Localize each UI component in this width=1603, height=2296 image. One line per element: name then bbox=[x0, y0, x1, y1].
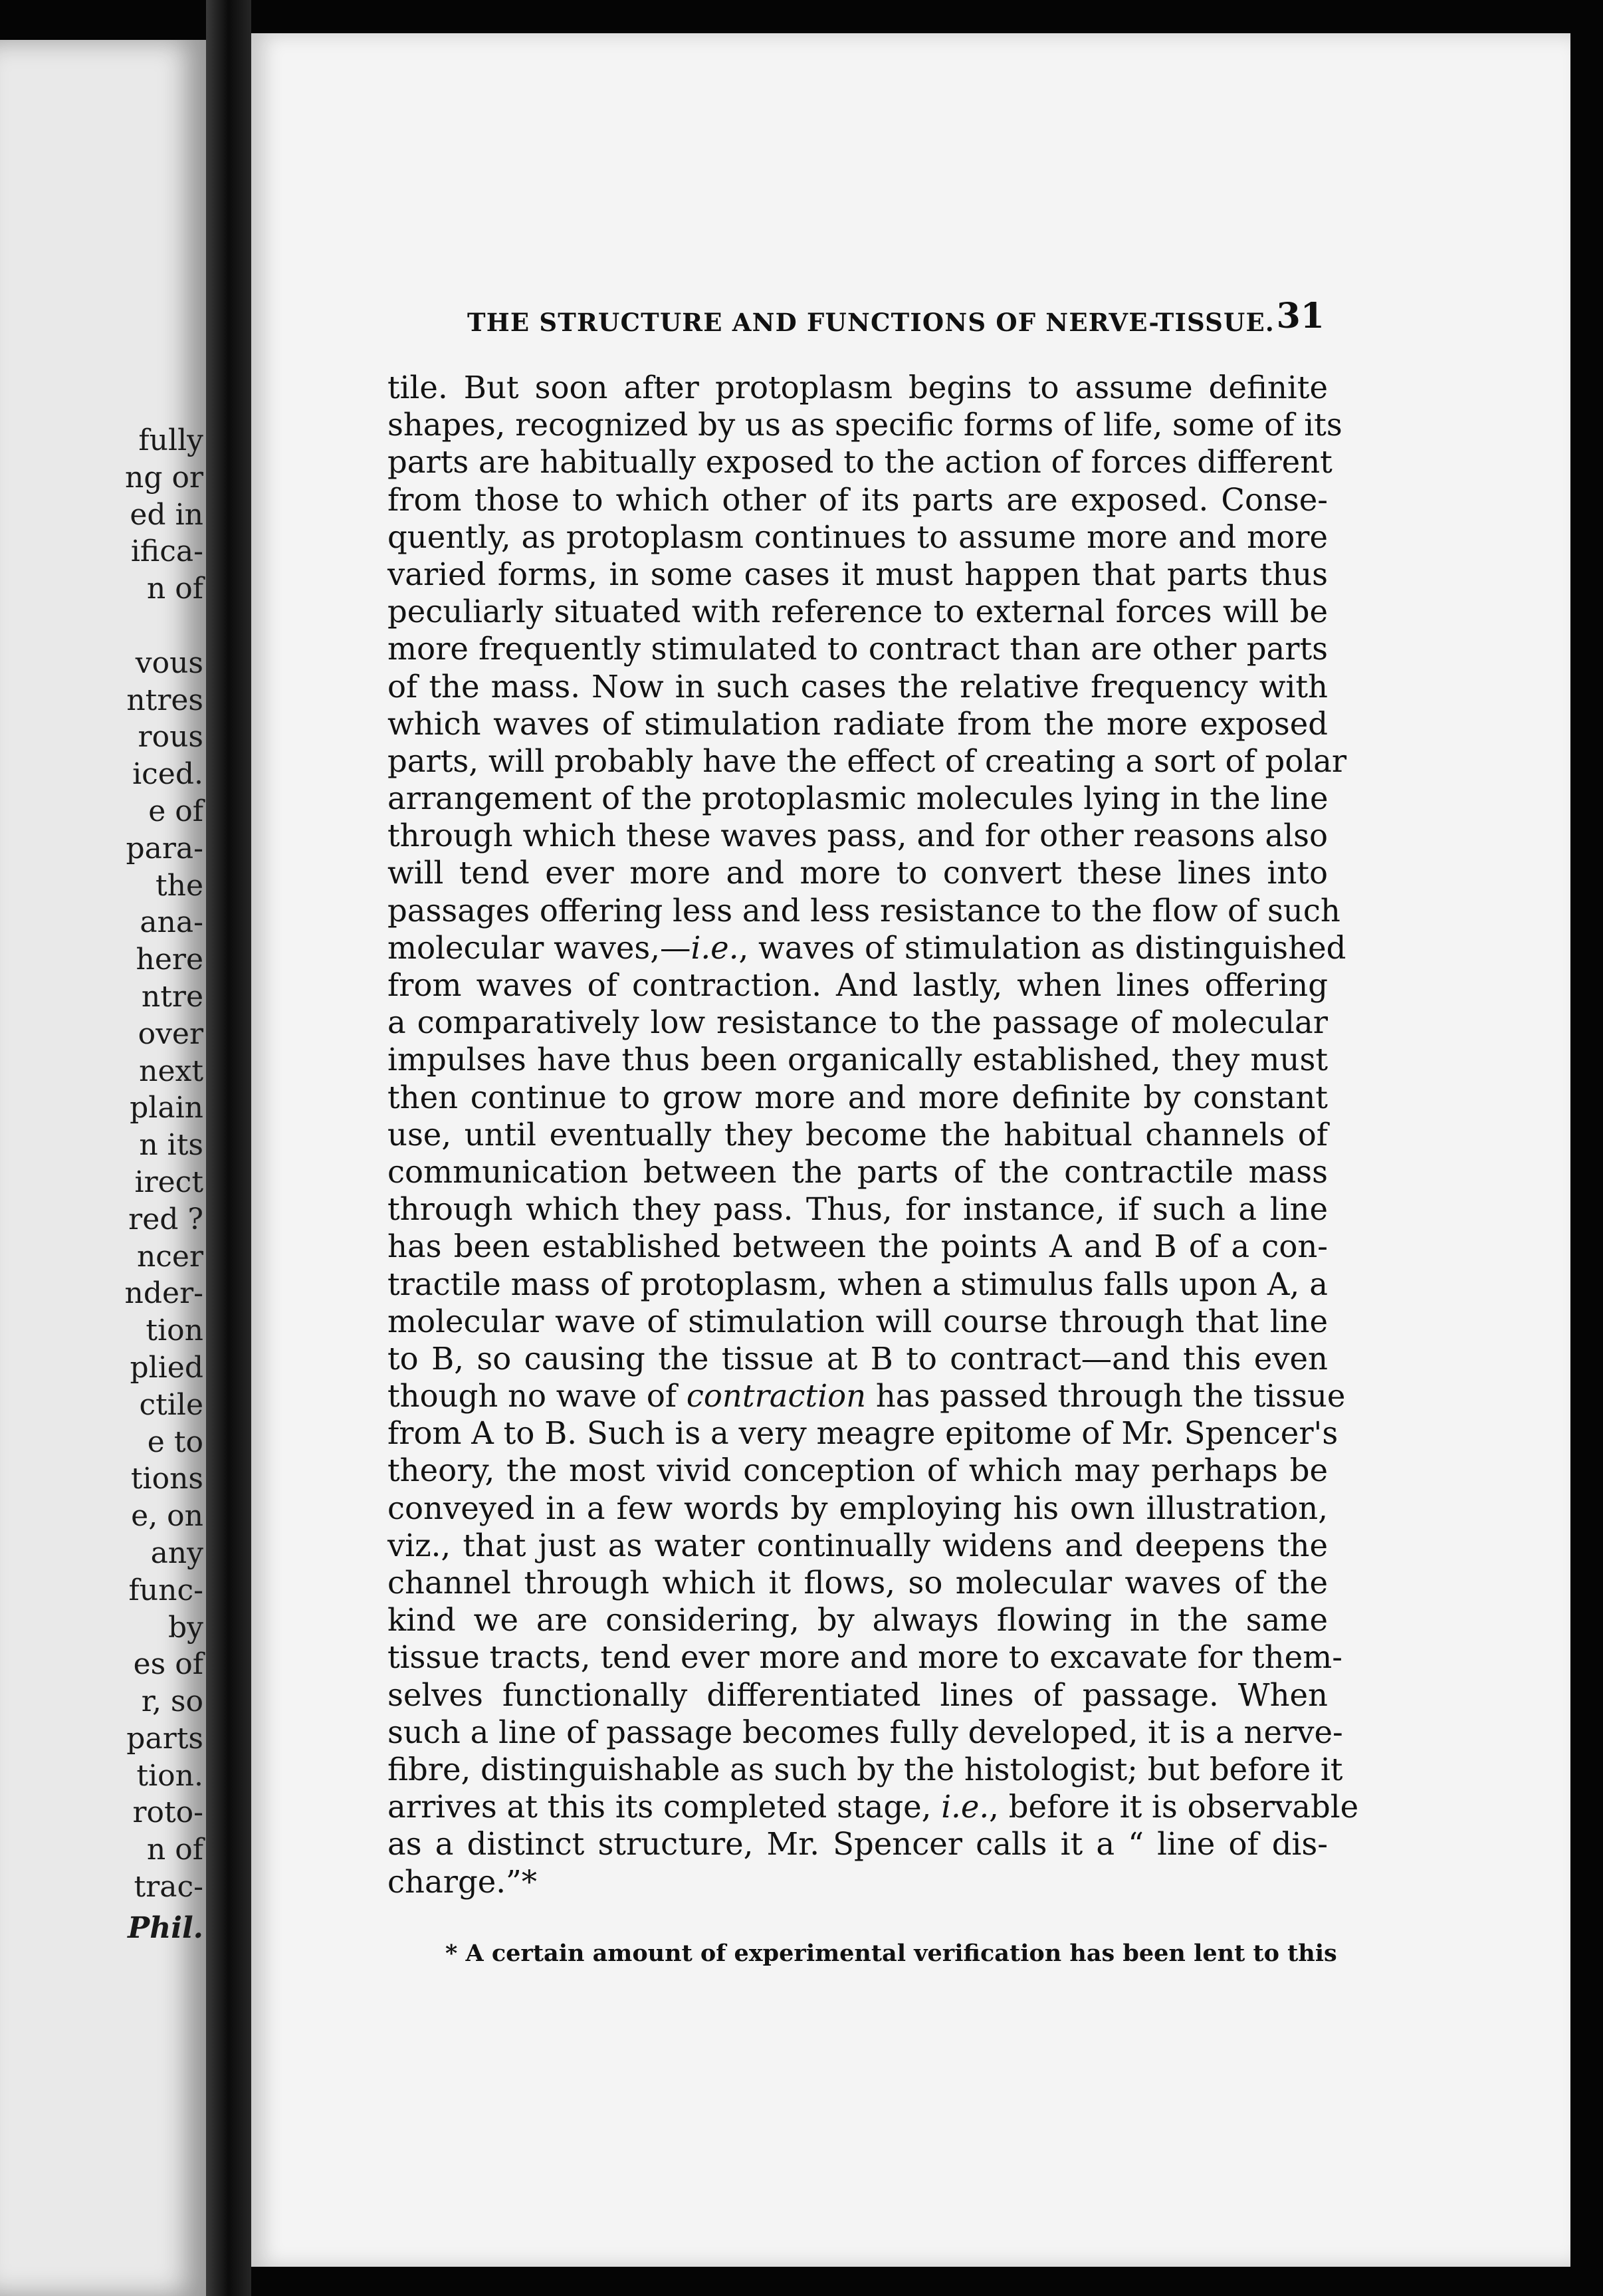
body-line: passages offering less and less resistance to the flow of such bbox=[387, 892, 1340, 929]
body-line: such a line of passage becomes fully developed, it is a nerve- bbox=[387, 1714, 1343, 1750]
left-page-line: es of bbox=[133, 1647, 203, 1682]
left-page-line: over bbox=[138, 1016, 203, 1051]
body-line: from waves of contraction. And lastly, when lines offering bbox=[387, 967, 1328, 1003]
body-line: then continue to grow more and more definite by constant bbox=[387, 1079, 1328, 1115]
body-line: tractile mass of protoplasm, when a stimulus falls upon A, a bbox=[387, 1266, 1328, 1302]
body-line-segment: arrives at this its completed stage, bbox=[387, 1789, 942, 1825]
left-page-line: tions bbox=[130, 1462, 203, 1496]
body-line-segment: , before it is observable bbox=[989, 1789, 1359, 1825]
body-line: fibre, distinguishable as such by the histologist; but before it bbox=[387, 1751, 1343, 1787]
body-line-emphasis: i.e. bbox=[941, 1789, 990, 1825]
body-line-emphasis: contraction bbox=[686, 1378, 867, 1415]
footnote: * A certain amount of experimental verification has been lent to this bbox=[445, 1940, 1337, 1967]
left-page-line: para- bbox=[126, 831, 203, 865]
body-line: which waves of stimulation radiate from the more exposed bbox=[387, 705, 1328, 742]
body-line: through which they pass. Thus, for instance, if such a line bbox=[387, 1191, 1328, 1228]
left-page-line: fully bbox=[138, 423, 203, 457]
left-page-line: plied bbox=[130, 1350, 203, 1385]
left-page-line: ncer bbox=[136, 1239, 203, 1274]
body-line: has been established between the points A and B of a con- bbox=[387, 1228, 1328, 1265]
body-line: to B, so causing the tissue at B to contract—and this even bbox=[387, 1340, 1328, 1377]
body-line: from A to B. Such is a very meagre epitome of Mr. Spencer's bbox=[387, 1415, 1338, 1452]
body-line: molecular wave of stimulation will course through that line bbox=[387, 1303, 1328, 1339]
left-page-line: func- bbox=[128, 1573, 203, 1607]
left-page-line: the bbox=[155, 868, 203, 903]
left-page-line: roto- bbox=[132, 1795, 203, 1830]
left-page-line: any bbox=[150, 1536, 203, 1570]
left-page-line: rous bbox=[138, 720, 203, 754]
body-line: quently, as protoplasm continues to assume more and more bbox=[387, 518, 1328, 555]
left-page-line: tion bbox=[146, 1314, 203, 1348]
left-page-line: here bbox=[136, 943, 203, 977]
left-page-line: n of bbox=[146, 1833, 203, 1867]
left-page-line: e, on bbox=[131, 1499, 203, 1534]
body-line-segment: has passed through the tissue bbox=[866, 1378, 1346, 1415]
left-page-text bbox=[97, 422, 203, 1947]
left-page-line: trac- bbox=[134, 1870, 203, 1904]
left-page-line: irect bbox=[134, 1165, 203, 1199]
running-head-title: THE STRUCTURE AND FUNCTIONS OF NERVE-TISSUE. bbox=[467, 308, 1275, 337]
body-line: selves functionally differentiated lines of passage. When bbox=[387, 1676, 1328, 1713]
right-page bbox=[251, 33, 1570, 2267]
body-line-segment: molecular waves,— bbox=[387, 929, 691, 966]
body-line bbox=[387, 929, 1346, 967]
body-line: shapes, recognized by us as specific forms of life, some of its bbox=[387, 407, 1342, 443]
left-page-footer: Phil. bbox=[128, 1910, 203, 1945]
body-line-segment: though no wave of bbox=[387, 1378, 687, 1415]
body-line: parts, will probably have the effect of creating a sort of polar bbox=[387, 743, 1347, 779]
left-page-fragment bbox=[0, 40, 206, 2296]
left-page-line: tion. bbox=[136, 1758, 203, 1793]
body-line: a comparatively low resistance to the passage of molecular bbox=[387, 1004, 1328, 1041]
body-line: arrangement of the protoplasmic molecules lying in the line bbox=[387, 780, 1329, 817]
body-line bbox=[387, 1788, 1359, 1825]
body-line: of the mass. Now in such cases the relative frequency with bbox=[387, 668, 1328, 705]
body-line: parts are habitually exposed to the action of forces different bbox=[387, 444, 1333, 481]
body-line bbox=[387, 1377, 1346, 1415]
left-page-line: ntre bbox=[141, 979, 203, 1014]
left-page-line: r, so bbox=[141, 1684, 203, 1719]
body-line: theory, the most vivid conception of which may perhaps be bbox=[387, 1452, 1328, 1489]
left-page-line: iced. bbox=[132, 757, 203, 792]
left-page-line: parts bbox=[126, 1721, 203, 1756]
body-line: communication between the parts of the contractile mass bbox=[387, 1153, 1328, 1190]
body-line: from those to which other of its parts are exposed. Conse- bbox=[387, 481, 1328, 518]
left-page-line: plain bbox=[130, 1091, 203, 1125]
left-page-line: e of bbox=[148, 794, 203, 828]
body-line: will tend ever more and more to convert these lines into bbox=[387, 855, 1328, 891]
left-page-line: ntres bbox=[126, 683, 203, 717]
body-line: viz., that just as water continually widens and deepens the bbox=[387, 1527, 1328, 1563]
left-page-line: ctile bbox=[139, 1387, 203, 1422]
left-page-line: by bbox=[167, 1610, 203, 1645]
body-line: peculiarly situated with reference to external forces will be bbox=[387, 594, 1328, 630]
left-page-line: next bbox=[139, 1054, 203, 1088]
body-line: tile. But soon after protoplasm begins to assume definite bbox=[387, 370, 1328, 405]
body-line: more frequently stimulated to contract than are other parts bbox=[387, 631, 1328, 667]
left-page-line: ifica- bbox=[130, 534, 203, 569]
left-page-line: n of bbox=[146, 572, 203, 606]
body-line: impulses have thus been organically established, they must bbox=[387, 1042, 1328, 1078]
left-page-line: ana- bbox=[140, 905, 203, 940]
left-page-line: nder- bbox=[124, 1276, 203, 1311]
left-page-line: ng or bbox=[124, 460, 203, 495]
body-line-emphasis: i.e. bbox=[691, 929, 739, 966]
body-line: use, until eventually they become the habitual channels of bbox=[387, 1116, 1328, 1153]
body-line: charge.”* bbox=[387, 1863, 538, 1900]
left-page-line: ed in bbox=[130, 497, 203, 532]
page-number: 31 bbox=[1276, 296, 1325, 336]
body-line: kind we are considering, by always flowing in the same bbox=[387, 1602, 1328, 1639]
left-page-line: n its bbox=[139, 1128, 203, 1163]
body-line: as a distinct structure, Mr. Spencer calls it a “ line of dis- bbox=[387, 1826, 1328, 1863]
left-page-line: red ? bbox=[128, 1202, 203, 1236]
book-gutter bbox=[206, 0, 251, 2296]
body-line: varied forms, in some cases it must happen that parts thus bbox=[387, 556, 1328, 592]
left-page-line bbox=[97, 608, 203, 645]
left-page-line: e to bbox=[147, 1425, 203, 1459]
body-line: tissue tracts, tend ever more and more to excavate for them- bbox=[387, 1639, 1342, 1676]
left-page-line: vous bbox=[135, 645, 203, 680]
body-line: through which these waves pass, and for other reasons also bbox=[387, 818, 1328, 854]
body-line: channel through which it flows, so molecular waves of the bbox=[387, 1565, 1328, 1601]
body-line: conveyed in a few words by employing his own illustration, bbox=[387, 1490, 1328, 1526]
body-text bbox=[387, 369, 1359, 1900]
body-line-segment: , waves of stimulation as distinguished bbox=[738, 929, 1346, 966]
